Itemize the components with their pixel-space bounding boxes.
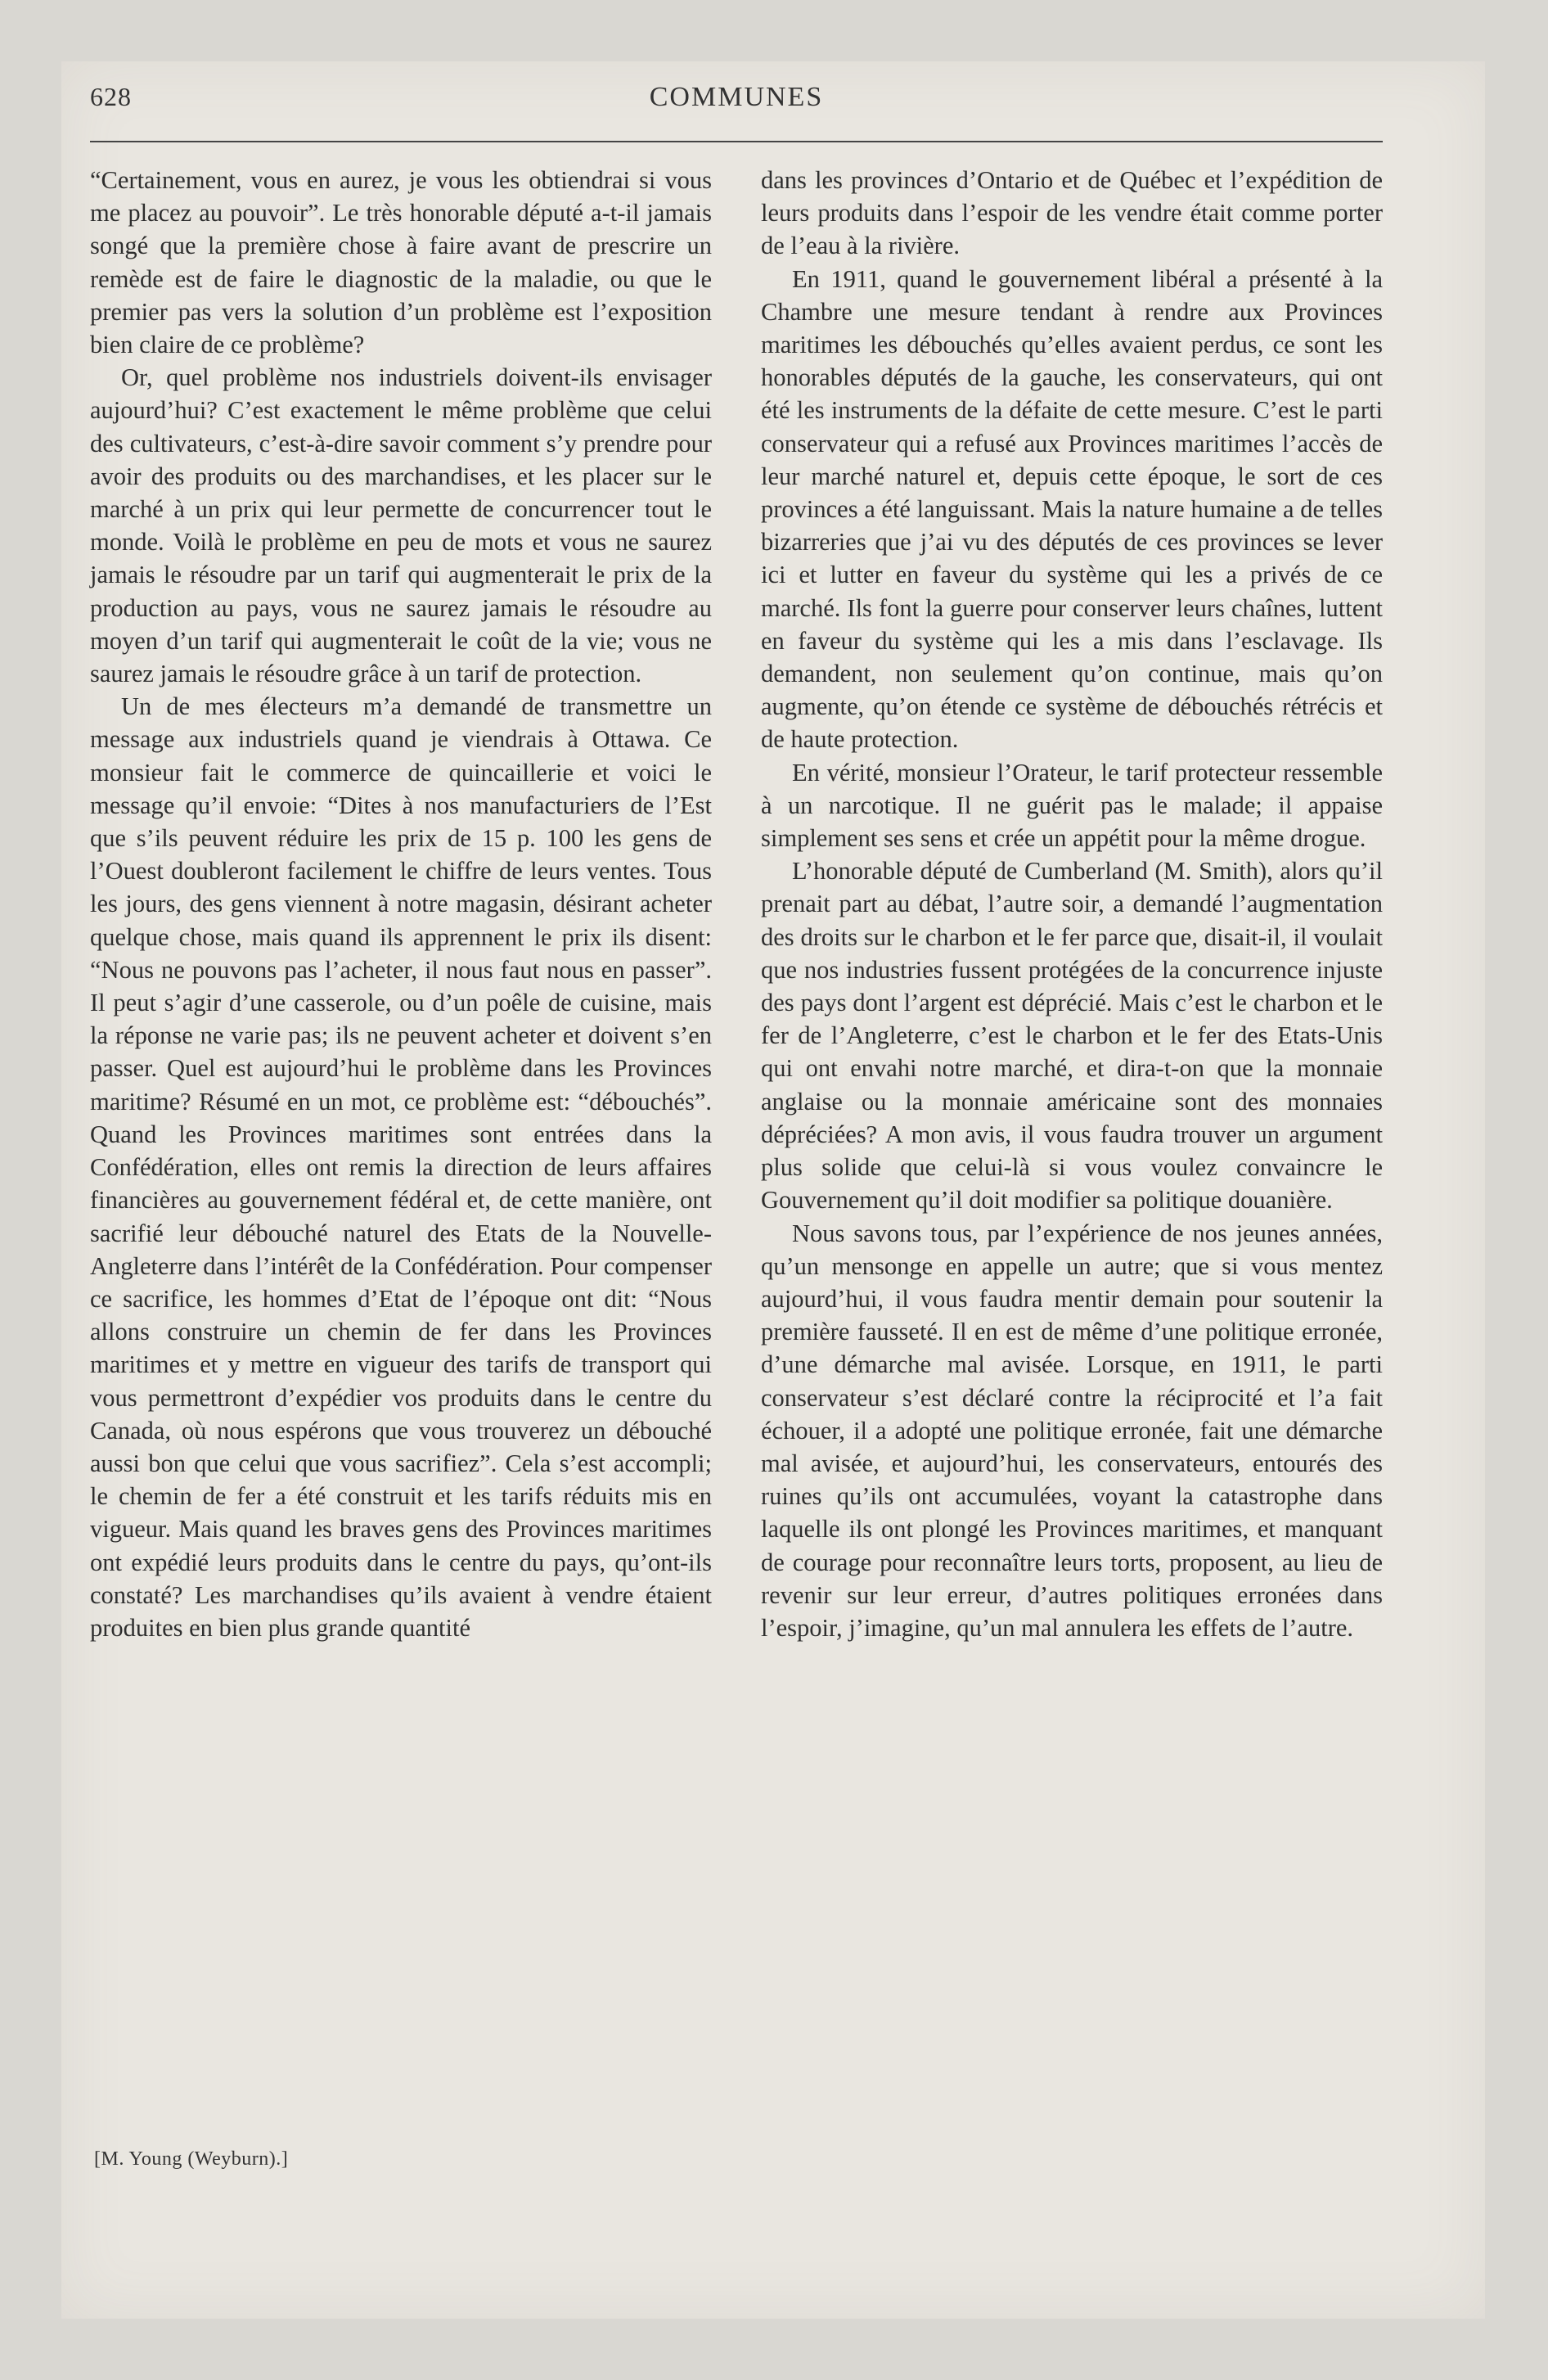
right-paragraph-2: En 1911, quand le gouvernement libéral a présenté à la Chambre une mesure tendant à rendre aux Provinces maritimes les débouchés qu’elles avaient perdus, ce sont les honorables députés de la gauche, les conservateurs, qui ont été les instruments de la défaite de cette mesure. C’est le parti conservateur qui a refusé aux Provinces maritimes l’accès de leur marché naturel et, depuis cette époque, le sort de ces provinces a été languissant. Mais la nature humaine a de telles bizarreries que j’ai vu des députés de ces provinces se lever ici et lutter en faveur du système qui les a privés de ce marché. Ils font la guerre pour conserver leurs chaînes, luttent en faveur du système qui les a mis dans l’esclavage. Ils demandent, non seulement qu’on continue, mais qu’on augmente, qu’on étende ce système de débouchés rétrécis et de haute protection.: [761, 264, 1383, 754]
right-paragraph-1: dans les provinces d’Ontario et de Québec et l’expédition de leurs produits dans l’espoir de les vendre était comme porter de l’eau à la rivière.: [761, 166, 1383, 260]
right-paragraph-5: Nous savons tous, par l’expérience de nos jeunes années, qu’un mensonge en appelle un autre; que si vous mentez aujourd’hui, il vous faudra mentir demain pour soutenir la première fausseté. Il en est de même d’une politique erronée, d’une démarche mal avisée. Lorsque, en 1911, le parti conservateur s’est déclaré contre la réciprocité et l’a fait échouer, il a adopté une politique erronée, fait une démarche mal avisée, et aujourd’hui, les conservateurs, entourés des ruines qu’ils ont accumulées, voyant la catastrophe dans laquelle ils ont plongé les Provinces maritimes, et manquant de courage pour reconnaître leurs torts, proposent, au lieu de revenir sur leur erreur, d’autres politiques erronées dans l’espoir, j’imagine, qu’un mal annulera les effets de l’autre.: [761, 1219, 1383, 1642]
right-column: [761, 164, 1383, 1644]
left-paragraph-3: Un de mes électeurs m’a demandé de transmettre un message aux industriels quand je viendrais à Ottawa. Ce monsieur fait le commerce de quincaillerie et voici le message qu’il envoie: “Dites à nos manufacturiers de l’Est que s’ils peuvent réduire les prix de 15 p. 100 les gens de l’Ouest doubleront facilement le chiffre de leurs ventes. Tous les jours, des gens viennent à notre magasin, désirant acheter quelque chose, mais quand ils apprennent le prix ils disent: “Nous ne pouvons pas l’acheter, il nous faut nous en passer”. Il peut s’agir d’une casserole, ou d’un poêle de cuisine, mais la réponse ne varie pas; ils ne peuvent acheter et doivent s’en passer. Quel est aujourd’hui le problème dans les Provinces maritime? Résumé en un mot, ce problème est: “débouchés”. Quand les Provinces maritimes sont entrées dans la Confédération, elles ont remis la direction de leurs affaires financières au gouvernement fédéral et, de cette manière, ont sacrifié leur débouché naturel des Etats de la Nouvelle-Angleterre dans l’intérêt de la Confédération. Pour compenser ce sacrifice, les hommes d’Etat de l’époque ont dit: “Nous allons construire un chemin de fer dans les Provinces maritimes et y mettre en vigueur des tarifs de transport qui vous permettront d’expédier vos produits dans le centre du Canada, où nous espérons que vous trouverez un débouché aussi bon que celui que vous sacrifiez”. Cela s’est accompli; le chemin de fer a été construit et les tarifs réduits mis en vigueur. Mais quand les braves gens des Provinces maritimes ont expédié leurs produits dans le centre du pays, qu’ont-ils constaté? Les marchandises qu’ils avaient à vendre étaient produites en bien plus grande quantité: [90, 692, 712, 1642]
page-number: 628: [90, 82, 132, 111]
running-head: COMMUNES: [649, 82, 824, 112]
page-header: [90, 82, 1383, 131]
left-paragraph-2: Or, quel problème nos industriels doivent-ils envisager aujourd’hui? C’est exactement le même problème que celui des cultivateurs, c’est-à-dire savoir comment s’y prendre pour avoir des produits ou des marchandises, et les placer sur le marché à un prix qui leur permette de concurrencer tout le monde. Voilà le problème en peu de mots et vous ne saurez jamais le résoudre par un tarif qui augmenterait le prix de la production au pays, vous ne saurez jamais le résoudre au moyen d’un tarif qui augmenterait le coût de la vie; vous ne saurez jamais le résoudre grâce à un tarif de protection.: [90, 363, 712, 688]
right-paragraph-4: L’honorable député de Cumberland (M. Smith), alors qu’il prenait part au débat, l’autre soir, a demandé l’augmentation des droits sur le charbon et le fer parce que, disait-il, il voulait que nos industries fussent protégées de la concurrence injuste des pays dont l’argent est déprécié. Mais c’est le charbon et le fer de l’Angleterre, c’est le charbon et le fer des Etats-Unis qui ont envahi notre marché, et dira-t-on que la monnaie anglaise ou la monnaie américaine sont des monnaies dépréciées? A mon avis, il vous faudra trouver un argument plus solide que celui-là si vous voulez convaincre le Gouvernement qu’il doit modifier sa politique douanière.: [761, 857, 1383, 1215]
right-paragraph-3: En vérité, monsieur l’Orateur, le tarif protecteur ressemble à un narcotique. Il ne guérit pas le malade; il appaise simplement ses sens et crée un appétit pour la même drogue.: [761, 758, 1383, 853]
left-paragraph-1: “Certainement, vous en aurez, je vous les obtiendrai si vous me placez au pouvoir”. Le très honorable député a-t-il jamais songé que la première chose à faire avant de prescrire un remède est de faire le diagnostic de la maladie, ou que le premier pas vers la solution d’un problème est l’exposition bien claire de ce problème?: [90, 166, 712, 359]
header-rule: [90, 141, 1383, 142]
speaker-footer: [M. Young (Weyburn).]: [94, 2148, 289, 2170]
left-column: [90, 164, 712, 1644]
